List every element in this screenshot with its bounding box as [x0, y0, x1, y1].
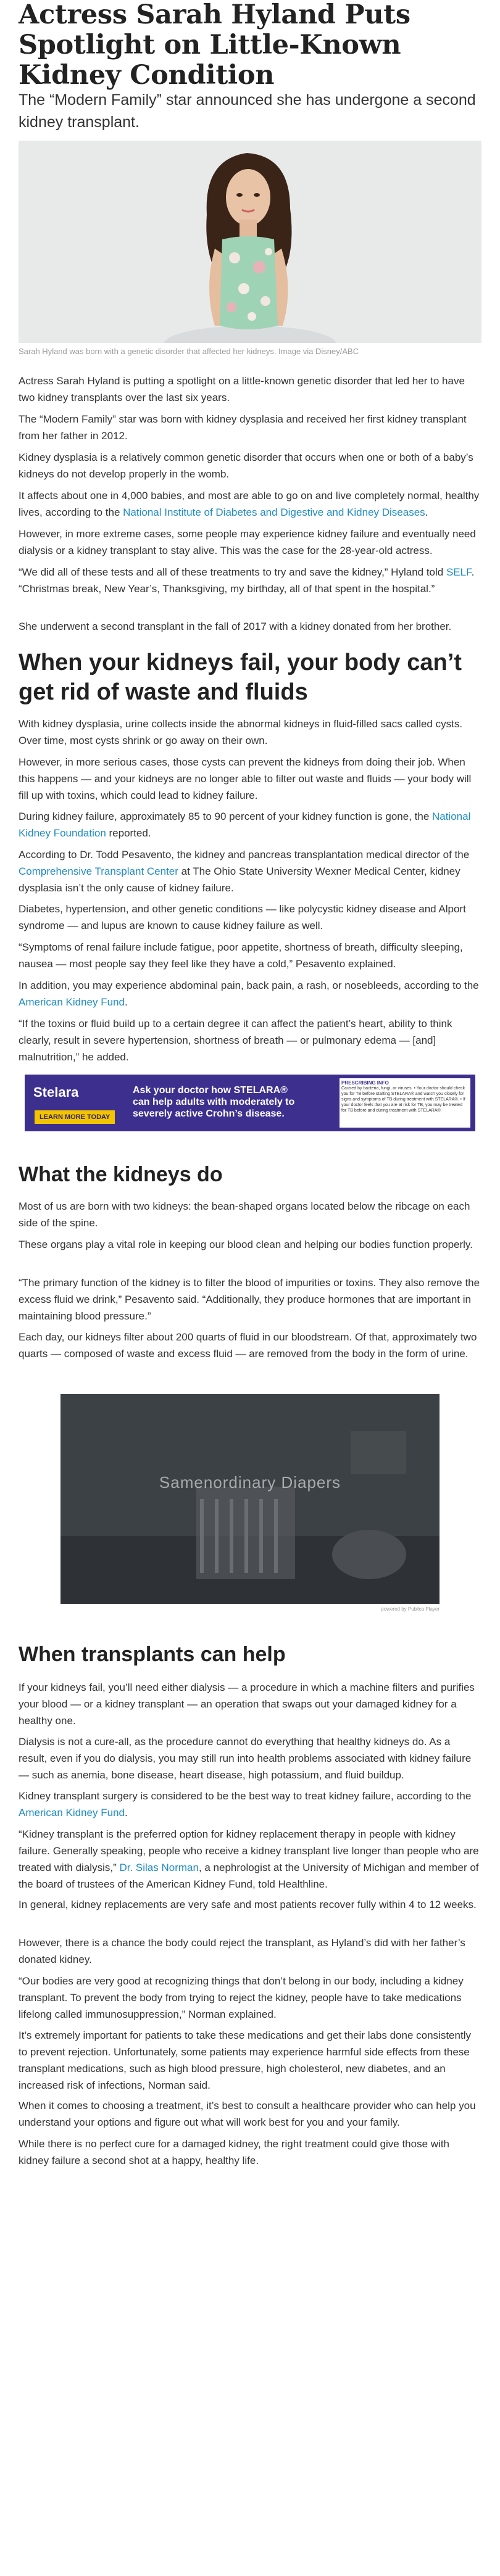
article-subtitle: The “Modern Family” star announced she has undergone a second kidney transplant.: [19, 91, 476, 131]
ad-info-title: PRESCRIBING INFO: [341, 1080, 389, 1086]
advertisement-banner[interactable]: [25, 1075, 475, 1131]
section-heading: What the kidneys do: [19, 1163, 223, 1186]
page-title: Actress Sarah Hyland Puts Spotlight on Little-Known Kidney Condition: [19, 0, 410, 91]
paragraph: When it comes to choosing a treatment, it’s best to consult a healthcare provider who can help you understand your options and figure out what will work best for you and your family.: [19, 2100, 476, 2128]
paragraph: However, in more extreme cases, some people may experience kidney failure and eventually need dialysis or a kidney transplant to stay alive. This was the case for the 28-year-old actress.: [19, 528, 476, 556]
paragraph: She underwent a second transplant in the fall of 2017 with a kidney donated from her brother.: [19, 621, 452, 632]
paragraph: While there is no perfect cure for a damaged kidney, the right treatment could give those with kidney failure a second shot at a happy, healthy life.: [19, 2138, 449, 2166]
paragraph: However, in more serious cases, those cysts can prevent the kidneys from doing their job. When this happens — and your kidneys are no longer able to filter out waste and fluids — your body will fill up with toxins, which could lead to kidney failure.: [19, 756, 472, 801]
paragraph: Kidney transplant surgery is considered to be the best way to treat kidney failure, according to the American Kidney Fund.: [19, 1790, 472, 1818]
paragraph: “Our bodies are very good at recognizing things that don’t belong in our body, including a kidney transplant. To prevent the body from trying to reject the kidney, people have to take medications lifelong called immunosuppression,” Norman explained.: [19, 1975, 464, 2020]
paragraph: Dialysis is not a cure-all, as the procedure cannot do everything that healthy kidneys do. As a result, even if you do dialysis, you may still run into health problems associated with kidney failure — such as anemia, bone disease, heart disease, high potassium, and fluid buildup.: [19, 1736, 472, 1781]
paragraph: However, there is a chance the body could reject the transplant, as Hyland’s did with her father’s donated kidney.: [19, 1937, 465, 1965]
paragraph: Most of us are born with two kidneys: the bean-shaped organs located below the ribcage on each side of the spine.: [19, 1200, 470, 1229]
paragraph: If your kidneys fail, you’ll need either dialysis — a procedure in which a machine filters and purifies your blood — or a kidney transplant — an operation that swaps out your damaged kidney for a healthy one.: [19, 1682, 475, 1727]
ad-headline: Ask your doctor how STELARA® can help adults with moderately to severely active Crohn’s disease.: [133, 1085, 295, 1119]
paragraph: According to Dr. Todd Pesavento, the kidney and pancreas transplantation medical director of the Comprehensive Transplant Center at The Ohio State University Wexner Medical Center, kidney dysplasia isn’t the only cause of kidney failure.: [19, 849, 470, 894]
paragraph: The “Modern Family” star was born with kidney dysplasia and received her first kidney transplant from her father in 2012.: [19, 413, 467, 442]
paragraph: “Symptoms of renal failure include fatigue, poor appetite, shortness of breath, difficulty sleeping, nausea — most people say they feel like they have a cold,” Pesavento explained.: [19, 941, 463, 970]
self-link[interactable]: SELF: [446, 566, 472, 578]
paragraph: In general, kidney replacements are very safe and most patients recover fully within 4 to 12 weeks.: [19, 1899, 477, 1910]
ad-prescribing-info[interactable]: [340, 1078, 470, 1128]
paragraph: Diabetes, hypertension, and other genetic conditions — like polycystic kidney disease and Alport syndrome — and lupus are known to cause kidney failure as well.: [19, 903, 466, 931]
paragraph: In addition, you may experience abdominal pain, back pain, a rash, or nosebleeds, according to the American Kidney Fund.: [19, 980, 479, 1008]
section-heading: When your kidneys fail, your body can’t get rid of waste and fluids: [19, 650, 462, 705]
section-heading: When transplants can help: [19, 1643, 286, 1666]
ad-info-text: Caused by bacteria, fungi, or viruses. • Your doctor should check you for TB before starting STELARA® and watch you closely for signs and symptoms of TB during treatment with STELARA®. • If your doctor feels that you are at risk for TB, you may be treated for TB before and during treatment with STELARA®.: [341, 1086, 465, 1113]
video-overlay-text: Samenordinary Diapers: [159, 1473, 341, 1492]
ad-learn-more-button[interactable]: LEARN MORE TODAY: [35, 1110, 115, 1124]
ad-brand-logo: Stelara: [33, 1084, 79, 1100]
image-caption: Sarah Hyland was born with a genetic disorder that affected her kidneys. Image via Disney/ABC: [19, 347, 359, 356]
national-kidney-foundation-link[interactable]: National Kidney Foundation: [19, 811, 471, 839]
video-footer: powered by Publica Player: [381, 1606, 440, 1612]
paragraph: “The primary function of the kidney is to filter the blood of impurities or toxins. They also remove the excess fluid we drink,” Pesavento said. “Additionally, they produce hormones that are important in maintaining blood pressure.”: [19, 1277, 480, 1322]
paragraph: “We did all of these tests and all of these treatments to try and save the kidney,” Hyland told SELF. “Christmas break, New Year’s, Thanksgiving, my birthday, all of that spent in the hospital.”: [19, 566, 475, 595]
dr-silas-norman-link[interactable]: Dr. Silas Norman: [119, 1862, 199, 1873]
paragraph: “Kidney transplant is the preferred option for kidney replacement therapy in people with kidney failure. Generally speaking, people who receive a kidney transplant live longer than people who are treated with dialysis,” Dr. Silas Norman, a nephrologist at the University of Michigan and member of the board of trustees of the American Kidney Fund, told Healthline.: [19, 1828, 479, 1890]
paragraph: “If the toxins or fluid build up to a certain degree it can affect the patient’s heart, ability to think clearly, result in severe hypertension, shortness of breath — or pulmonary edema — [and] malnutrition,” he added.: [19, 1018, 452, 1063]
video-frame: [60, 1394, 440, 1604]
american-kidney-fund-link[interactable]: American Kidney Fund: [19, 996, 125, 1008]
paragraph: It affects about one in 4,000 babies, and most are able to go on and live completely normal, healthy lives, according to the National Institute of Diabetes and Digestive and Kidney Diseases.: [19, 490, 480, 518]
niddk-link[interactable]: National Institute of Diabetes and Digestive and Kidney Diseases: [123, 506, 425, 518]
paragraph: Each day, our kidneys filter about 200 quarts of fluid in our bloodstream. Of that, approximately two quarts — composed of waste and excess fluid — are removed from the body in the form of urine.: [19, 1331, 477, 1360]
video-player[interactable]: [60, 1394, 440, 1604]
hero-image: [19, 141, 481, 343]
paragraph: It’s extremely important for patients to take these medications and get their labs done consistently to prevent rejection. Unfortunately, some patients may experience harmful side effects from these transplant medications, such as high blood pressure, high cholesterol, new diabetes, and an increased risk of infections, Norman said.: [19, 2029, 471, 2091]
actress-photo-illustration: [19, 141, 481, 343]
paragraph: Kidney dysplasia is a relatively common genetic disorder that occurs when one or both of a baby’s kidneys do not develop properly in the womb.: [19, 452, 473, 480]
transplant-center-link[interactable]: Comprehensive Transplant Center: [19, 865, 178, 877]
american-kidney-fund-link[interactable]: American Kidney Fund: [19, 1807, 125, 1818]
paragraph: With kidney dysplasia, urine collects inside the abnormal kidneys in fluid-filled sacs called cysts. Over time, most cysts shrink or go away on their own.: [19, 718, 463, 746]
paragraph: Actress Sarah Hyland is putting a spotlight on a little-known genetic disorder that led her to have two kidney transplants over the last six years.: [19, 375, 465, 403]
paragraph: These organs play a vital role in keeping our blood clean and helping our bodies function properly.: [19, 1239, 473, 1250]
paragraph: During kidney failure, approximately 85 to 90 percent of your kidney function is gone, the National Kidney Foundation reported.: [19, 811, 471, 839]
